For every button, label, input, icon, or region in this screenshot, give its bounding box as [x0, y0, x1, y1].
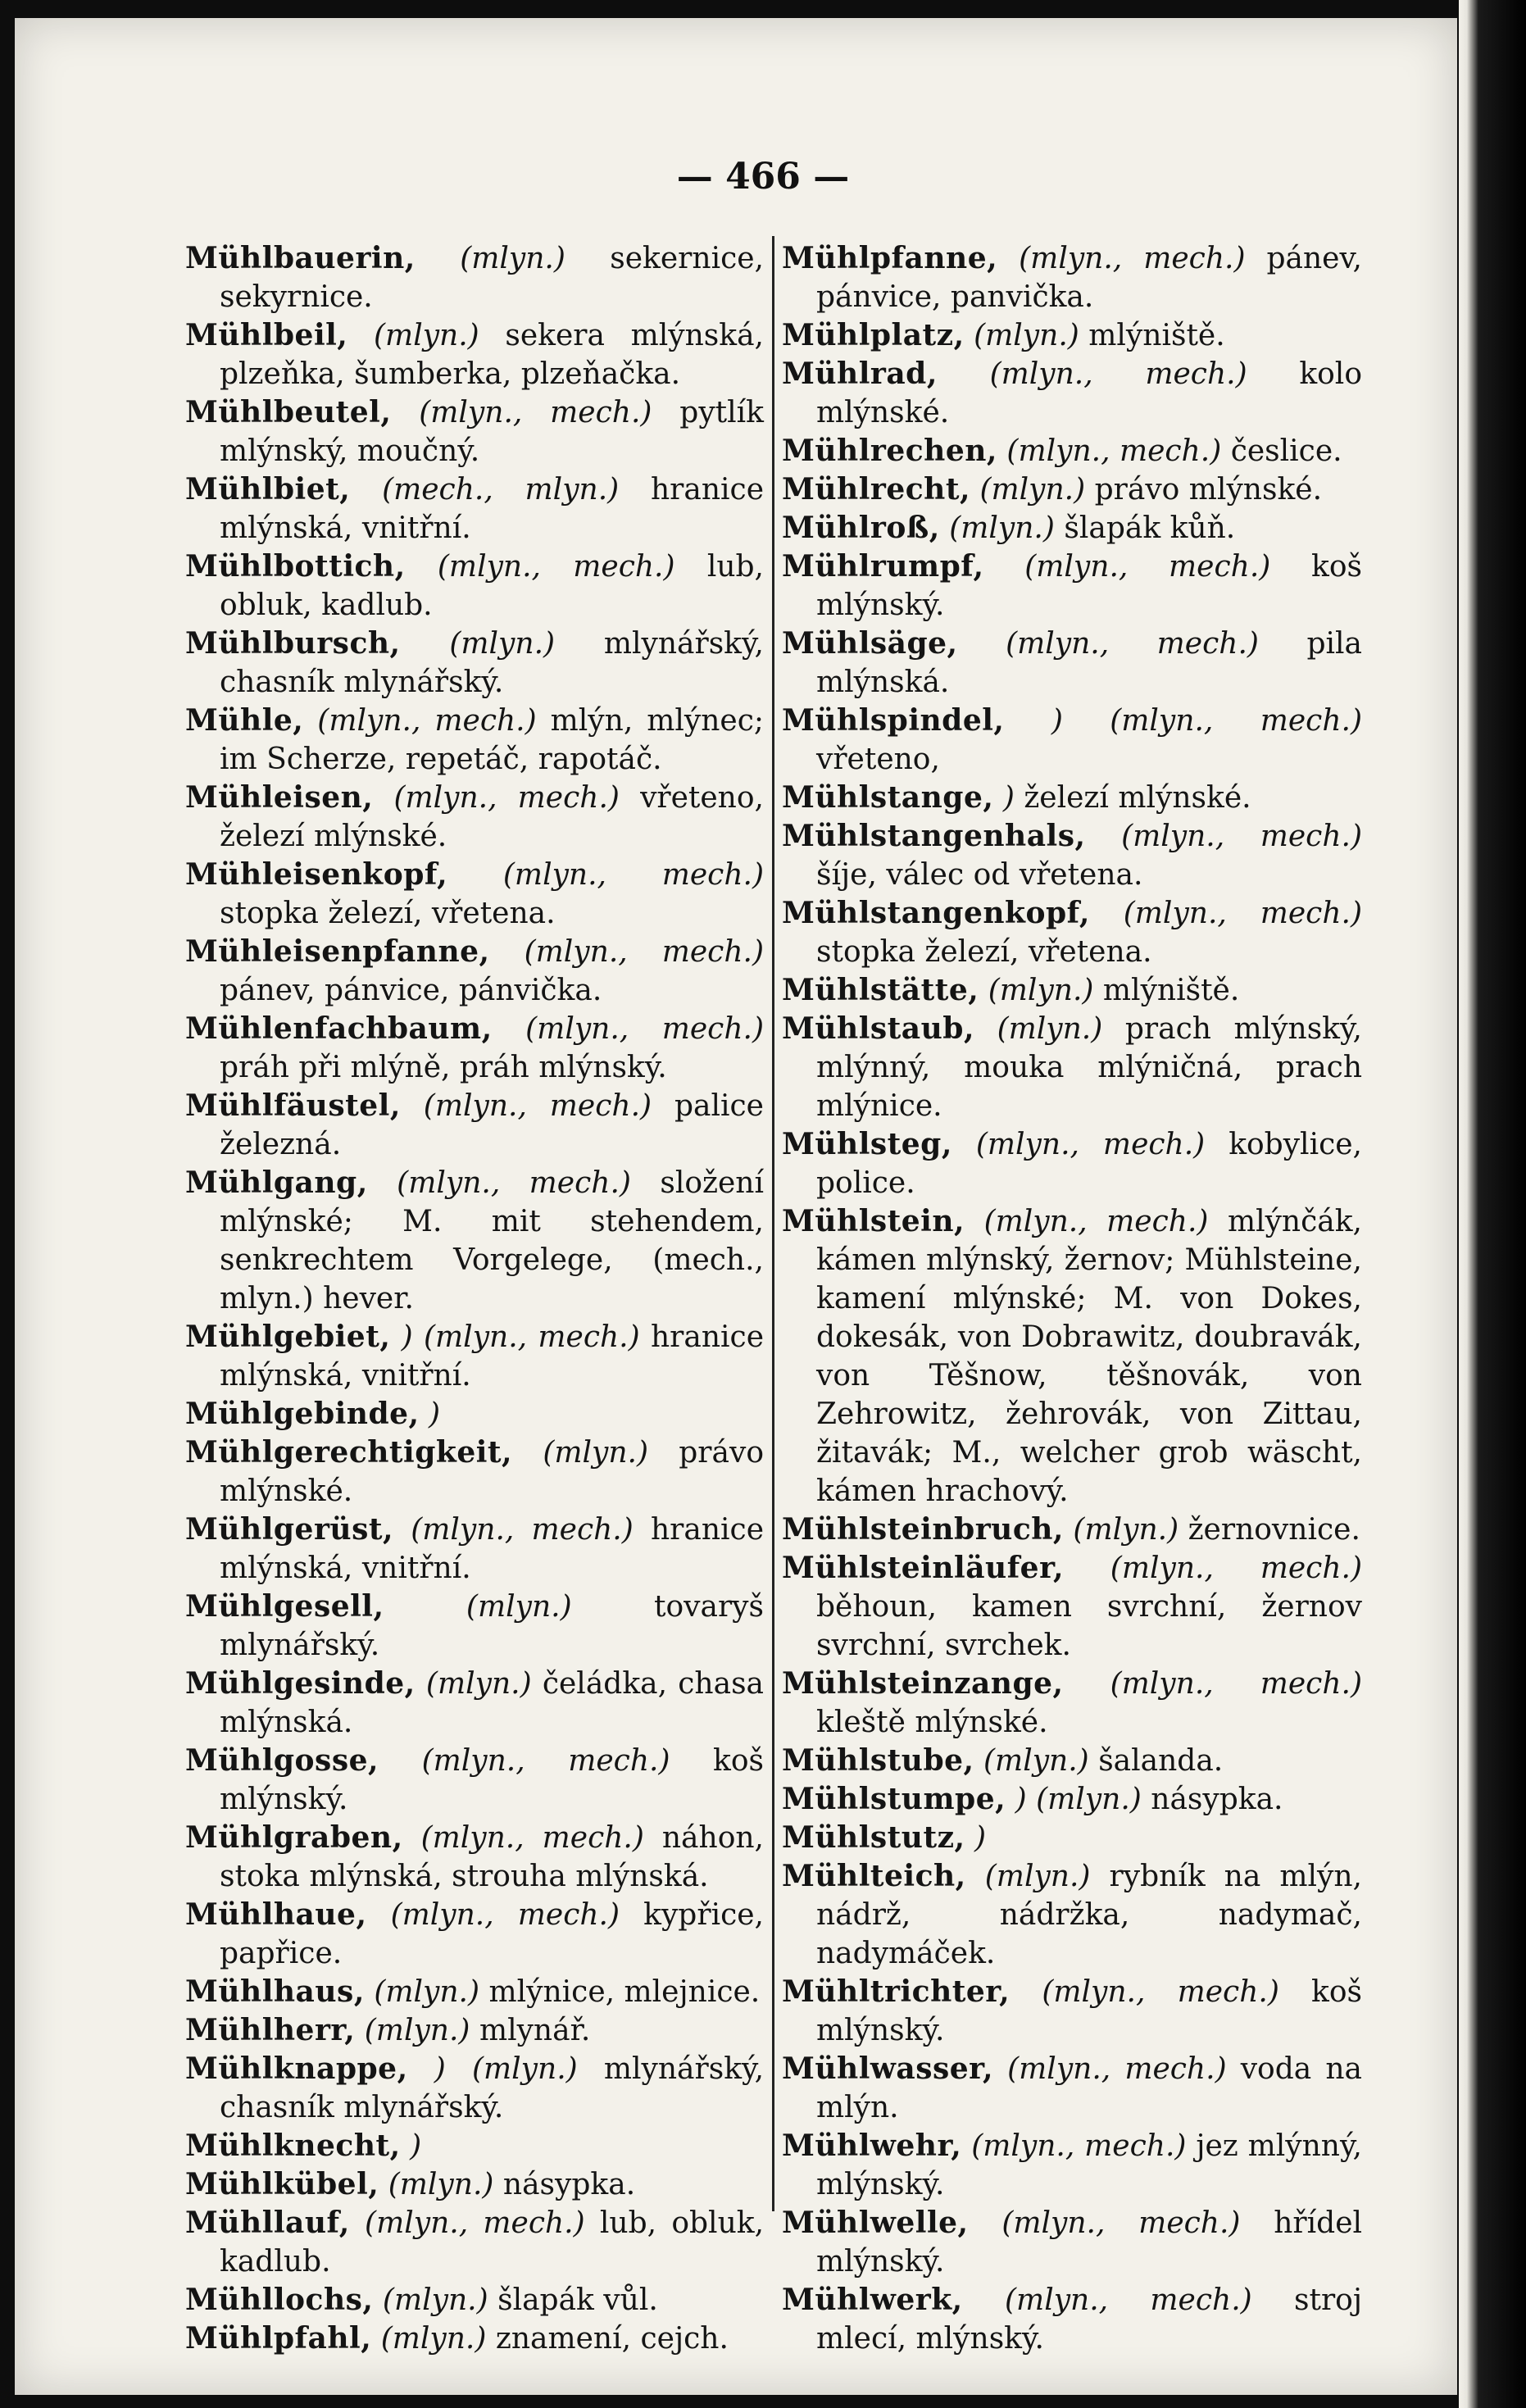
entry-domain-label: (mlyn.) [949, 511, 1055, 545]
entry-domain-label: (mlyn.) [460, 242, 565, 275]
entry-headword: Mühlwehr, [782, 2129, 962, 2163]
dictionary-entry [782, 1665, 1362, 1742]
entry-domain-label: (mlyn., mech.) [989, 357, 1247, 391]
entry-headword: Mühlgebiet, [185, 1320, 391, 1354]
entry-translation: koš mlýnský. [220, 1744, 765, 1816]
entry-domain-label: (mlyn., mech.) [525, 1012, 764, 1046]
dictionary-entry [185, 316, 764, 393]
entry-domain-label: (mlyn.) [984, 1860, 1091, 1893]
dictionary-entry [185, 393, 764, 470]
entry-domain-label: (mlyn.) [382, 2283, 488, 2317]
dictionary-entry [185, 779, 764, 856]
entry-domain-label: (mlyn.) [974, 319, 1079, 352]
dictionary-entry [782, 470, 1362, 509]
entry-translation: šíje, válec od vřetena. [816, 858, 1143, 892]
dictionary-entry [782, 316, 1362, 355]
entry-translation: hřídel mlýnský. [816, 2206, 1363, 2279]
entry-domain-label: (mlyn.) [388, 2168, 494, 2201]
entry-domain-label: (mlyn., mech.) [393, 781, 620, 815]
entry-translation: sekera mlýnská, plzeňka, šumberka, plzeňačka. [220, 319, 765, 391]
entry-headword: Mühleisenkopf, [185, 857, 448, 892]
entry-domain-label: (mlyn., mech.) [397, 1166, 631, 1200]
entry-translation: hranice mlýnská, vnitřní. [220, 473, 764, 545]
entry-translation: násypka. [502, 2168, 636, 2201]
entry-domain-label: (mlyn., mech.) [524, 935, 764, 969]
dictionary-entry [782, 239, 1362, 316]
entry-domain-label: ) [974, 1821, 987, 1855]
dictionary-entry [782, 547, 1362, 625]
entry-domain-label: ) (mlyn., mech.) [401, 1320, 640, 1354]
entry-translation: lub, obluk, kadlub. [220, 2206, 765, 2279]
dictionary-entry [185, 2165, 764, 2204]
entry-translation: mlýniště. [1088, 319, 1225, 352]
entry-domain-label: (mlyn., mech.) [1042, 1975, 1279, 2009]
dictionary-entry [782, 2127, 1362, 2204]
dictionary-entry [782, 2050, 1362, 2127]
entry-headword: Mühlsteg, [782, 1127, 952, 1161]
entry-domain-label: (mlyn.) [997, 1012, 1103, 1046]
entry-headword: Mühlbeutel, [185, 395, 392, 429]
entry-domain-label: (mlyn., mech.) [1110, 1667, 1362, 1701]
entry-translation: hranice mlýnská, vnitřní. [220, 1320, 764, 1393]
entry-headword: Mühlwerk, [782, 2283, 963, 2317]
entry-domain-label: (mlyn.) [979, 473, 1086, 507]
entry-headword: Mühlrechen, [782, 434, 997, 468]
entry-headword: Mühlsteinzange, [782, 1666, 1064, 1701]
entry-headword: Mühlbeil, [185, 318, 348, 352]
entry-headword: Mühlrumpf, [782, 549, 984, 584]
entry-translation: palice železná. [220, 1089, 764, 1161]
entry-headword: Mühltrichter, [782, 1974, 1011, 2009]
entry-headword: Mühlstube, [782, 1743, 974, 1778]
entry-domain-label: (mlyn., mech.) [1006, 627, 1259, 661]
entry-translation: mlýn, mlýnec; im Scherze, repetáč, rapotáč. [220, 704, 764, 776]
entry-headword: Mühlwelle, [782, 2206, 969, 2240]
dictionary-entry [782, 1742, 1362, 1780]
entry-headword: Mühlenfachbaum, [185, 1011, 493, 1046]
entry-translation: šalanda. [1098, 1744, 1224, 1778]
entry-translation: vřeteno, [816, 743, 940, 776]
entry-headword: Mühlstumpe, [782, 1782, 1006, 1816]
dictionary-entry [185, 1973, 764, 2011]
dictionary-entry [185, 547, 764, 625]
entry-domain-label: (mlyn.) [374, 1975, 480, 2009]
entry-headword: Mühlknappe, [185, 2051, 408, 2086]
dictionary-entry [782, 1202, 1362, 1511]
entry-translation: běhoun, kamen svrchní, žernov svrchní, svrchek. [816, 1590, 1362, 1662]
entry-translation: práh při mlýně, práh mlýnský. [220, 1051, 667, 1084]
entry-headword: Mühlstangenkopf, [782, 896, 1090, 930]
entry-domain-label: (mlyn.) [374, 319, 479, 352]
entry-headword: Mühllauf, [185, 2206, 350, 2240]
entry-translation: čeládka, chasa mlýnská. [220, 1667, 765, 1739]
dictionary-entry [782, 1973, 1362, 2050]
entry-domain-label: (mlyn., mech.) [437, 550, 675, 584]
entry-headword: Mühlgesinde, [185, 1666, 416, 1701]
entry-domain-label: (mlyn., mech.) [975, 1128, 1206, 1161]
entry-translation: šlapák kůň. [1064, 511, 1236, 545]
dictionary-entry [782, 2204, 1362, 2281]
entry-translation: stroj mlecí, mlýnský. [816, 2283, 1362, 2356]
entry-headword: Mühleisenpfanne, [185, 934, 490, 969]
dictionary-entry [185, 933, 764, 1010]
entry-translation: tovaryš mlynářský. [220, 1590, 764, 1662]
entry-translation: mlynářský, chasník mlynářský. [220, 627, 764, 699]
entry-headword: Mühlroß, [782, 511, 940, 545]
entry-domain-label: (mlyn., mech.) [1024, 550, 1271, 584]
dictionary-entry [185, 1742, 764, 1819]
dictionary-entry [185, 1896, 764, 1973]
dictionary-entry [782, 1511, 1362, 1549]
entry-headword: Mühlwasser, [782, 2051, 994, 2086]
dictionary-entry [782, 355, 1362, 432]
entry-domain-label: (mlyn., mech.) [1001, 2206, 1241, 2240]
entry-domain-label: (mlyn.) [425, 1667, 532, 1701]
dictionary-entry [185, 470, 764, 547]
entry-domain-label: (mlyn., mech.) [1110, 1552, 1362, 1585]
entry-domain-label: (mlyn., mech.) [1123, 897, 1362, 930]
entry-domain-label: (mlyn., mech.) [420, 1821, 644, 1855]
entry-headword: Mühlbauerin, [185, 241, 416, 275]
entry-translation: mlynářský, chasník mlynářský. [220, 2052, 765, 2124]
entry-domain-label: ) (mlyn.) [434, 2052, 578, 2086]
entry-domain-label: (mlyn.) [466, 1590, 572, 1624]
entry-translation: pánev, pánvice, pánvička. [220, 974, 602, 1007]
entry-translation: mlýnčák, kámen mlýnský, žernov; Mühlsteine, kamení mlýnské; M. von Dokes, dokesák, von Dobrawitz, doubravák, von Těšnow, těšnovák, von Zehrowitz, žehrovák, von Zittau, žitavák; M., welcher grob wäscht, kámen hrachový. [816, 1205, 1362, 1508]
entry-domain-label: (mlyn., mech.) [502, 858, 764, 892]
entry-domain-label: (mlyn., mech.) [983, 1205, 1209, 1238]
dictionary-entry [185, 1318, 764, 1395]
entry-translation: žernovnice. [1188, 1513, 1360, 1547]
entry-headword: Mühllochs, [185, 2283, 374, 2317]
page-number: — 466 — [676, 156, 850, 198]
entry-domain-label: (mlyn., mech.) [419, 396, 652, 429]
entry-headword: Mühlrad, [782, 357, 938, 391]
entry-headword: Mühlgang, [185, 1165, 368, 1200]
dictionary-entry [185, 2011, 764, 2050]
entry-headword: Mühlsteinläufer, [782, 1551, 1064, 1585]
entry-domain-label: (mlyn.) [364, 2014, 470, 2047]
entry-domain-label: (mlyn., mech.) [411, 1513, 634, 1547]
dictionary-entry [782, 1549, 1362, 1665]
entry-domain-label: ) (mlyn., mech.) [1051, 704, 1362, 738]
dictionary-entry [782, 702, 1362, 779]
entry-domain-label: ) [429, 1397, 441, 1431]
dictionary-entry [185, 1433, 764, 1511]
entry-translation: pánev, pánvice, panvička. [816, 242, 1362, 314]
entry-headword: Mühlstutz, [782, 1820, 965, 1855]
entry-headword: Mühlgerechtigkeit, [185, 1435, 513, 1470]
dictionary-entry [185, 1395, 764, 1433]
entry-domain-label: (mlyn., mech.) [1121, 820, 1362, 853]
entry-headword: Mühlkübel, [185, 2167, 379, 2201]
entry-translation: prach mlýnský, mlýnný, mouka mlýničná, prach mlýnice. [816, 1012, 1362, 1123]
entry-translation: vřeteno, železí mlýnské. [220, 781, 764, 853]
entry-domain-label: (mlyn., mech.) [971, 2129, 1187, 2163]
entry-translation: kobylice, police. [816, 1128, 1362, 1200]
entry-translation: složení mlýnské; M. mit stehendem, senkrechtem Vorgelege, (mech., mlyn.) hever. [220, 1166, 764, 1315]
column-divider [772, 236, 774, 2211]
entry-translation: voda na mlýn. [816, 2052, 1362, 2124]
dictionary-entry [185, 1010, 764, 1087]
entry-domain-label: (mlyn.) [449, 627, 556, 661]
dictionary-entry [782, 779, 1362, 817]
entry-translation: koš mlýnský. [816, 550, 1363, 622]
entry-headword: Mühlstange, [782, 780, 994, 815]
dictionary-entry [185, 1511, 764, 1588]
right-column [782, 239, 1362, 2358]
entry-headword: Mühlstein, [782, 1204, 965, 1238]
dictionary-entry [185, 856, 764, 933]
entry-domain-label: (mlyn.) [543, 1436, 649, 1470]
dictionary-entry [782, 509, 1362, 547]
entry-translation: právo mlýnské. [1094, 473, 1323, 507]
entry-headword: Mühlpfahl, [185, 2321, 372, 2356]
entry-translation: železí mlýnské. [1024, 781, 1251, 815]
dictionary-entry [782, 971, 1362, 1010]
entry-headword: Mühlteich, [782, 1859, 966, 1893]
entry-translation: kolo mlýnské. [816, 357, 1362, 429]
entry-headword: Mühlplatz, [782, 318, 965, 352]
dictionary-entry [185, 1819, 764, 1896]
entry-translation: násypka. [1151, 1783, 1283, 1816]
entry-translation: lub, obluk, kadlub. [220, 550, 764, 622]
dictionary-entry [185, 2050, 764, 2127]
entry-headword: Mühlgosse, [185, 1743, 379, 1778]
dictionary-entry [185, 2127, 764, 2165]
entry-translation: mlýnice, mlejnice. [488, 1975, 761, 2009]
entry-domain-label: (mlyn.) [380, 2322, 487, 2356]
entry-headword: Mühlherr, [185, 2013, 356, 2047]
entry-headword: Mühlstangenhals, [782, 819, 1086, 853]
dictionary-entry [185, 702, 764, 779]
entry-translation: jez mlýnný, mlýnský. [816, 2129, 1362, 2201]
left-column [185, 239, 764, 2358]
entry-domain-label: (mlyn., mech.) [365, 2206, 585, 2240]
entry-translation: právo mlýnské. [220, 1436, 764, 1508]
entry-translation: šlapák vůl. [497, 2283, 658, 2317]
dictionary-entry [185, 2281, 764, 2319]
entry-translation: koš mlýnský. [816, 1975, 1363, 2047]
entry-translation: kypřice, papřice. [220, 1898, 764, 1970]
entry-headword: Mühlhaus, [185, 1974, 365, 2009]
dictionary-entry [185, 1588, 764, 1665]
entry-translation: mlýniště. [1102, 974, 1240, 1007]
dictionary-entry [782, 817, 1362, 894]
dictionary-entry [782, 894, 1362, 971]
entry-headword: Mühlbursch, [185, 626, 401, 661]
entry-headword: Mühlgerüst, [185, 1512, 394, 1547]
dictionary-entry [782, 2281, 1362, 2358]
dictionary-entry [185, 1164, 764, 1318]
entry-domain-label: (mlyn., mech.) [1006, 434, 1222, 468]
entry-headword: Mühlbiet, [185, 472, 351, 507]
entry-headword: Mühleisen, [185, 780, 374, 815]
dictionary-entry [185, 1665, 764, 1742]
entry-headword: Mühlfäustel, [185, 1088, 401, 1123]
entry-domain-label: (mlyn.) [988, 974, 1094, 1007]
dictionary-entry [782, 1819, 1362, 1857]
entry-headword: Mühlsäge, [782, 626, 958, 661]
entry-translation: sekernice, sekyrnice. [220, 242, 764, 314]
dictionary-entry [185, 239, 764, 316]
entry-domain-label: ) (mlyn.) [1015, 1783, 1142, 1816]
entry-translation: rybník na mlýn, nádrž, nádržka, nadymač, nadymáček. [816, 1860, 1362, 1970]
entry-headword: Mühlsteinbruch, [782, 1512, 1064, 1547]
scan-edge [1459, 0, 1526, 2408]
entry-domain-label: ) [1002, 781, 1015, 815]
dictionary-entry [782, 1125, 1362, 1202]
entry-translation: pytlík mlýnský, moučný. [220, 396, 764, 468]
entry-translation: znamení, cejch. [495, 2322, 729, 2356]
entry-translation: stopka železí, vřetena. [816, 935, 1152, 969]
entry-headword: Mühlhaue, [185, 1897, 367, 1932]
dictionary-entry [185, 625, 764, 702]
entry-translation: náhon, stoka mlýnská, strouha mlýnská. [220, 1821, 764, 1893]
entry-translation: hranice mlýnská, vnitřní. [220, 1513, 764, 1585]
entry-headword: Mühlgraben, [185, 1820, 403, 1855]
entry-headword: Mühlgebinde, [185, 1397, 420, 1431]
entry-headword: Mühlpfanne, [782, 241, 998, 275]
dictionary-entry [782, 1857, 1362, 1973]
entry-domain-label: (mlyn., mech.) [1019, 242, 1246, 275]
dictionary-entry [782, 1780, 1362, 1819]
entry-translation: stopka železí, vřetena. [220, 897, 556, 930]
entry-domain-label: (mlyn., mech.) [1005, 2283, 1252, 2317]
entry-domain-label: (mlyn., mech.) [421, 1744, 670, 1778]
entry-domain-label: (mlyn.) [1073, 1513, 1179, 1547]
entry-headword: Mühlknecht, [185, 2129, 401, 2163]
entry-headword: Mühlrecht, [782, 472, 970, 507]
entry-translation: česlice. [1230, 434, 1342, 468]
dictionary-entry [185, 1087, 764, 1164]
entry-domain-label: (mlyn.) [983, 1744, 1089, 1778]
entry-headword: Mühlstaub, [782, 1011, 974, 1046]
entry-translation: kleště mlýnské. [816, 1706, 1048, 1739]
dictionary-entry [782, 1010, 1362, 1125]
entry-domain-label: (mlyn., mech.) [423, 1089, 652, 1123]
dictionary-entry [782, 625, 1362, 702]
entry-headword: Mühlgesell, [185, 1589, 384, 1624]
entry-domain-label: (mlyn., mech.) [317, 704, 537, 738]
entry-domain-label: (mlyn., mech.) [390, 1898, 620, 1932]
entry-domain-label: (mlyn., mech.) [1007, 2052, 1227, 2086]
entry-domain-label: (mech., mlyn.) [382, 473, 620, 507]
entry-headword: Mühlbottich, [185, 549, 406, 584]
entry-headword: Mühle, [185, 703, 304, 738]
dictionary-entry [782, 432, 1362, 470]
entry-translation: pila mlýnská. [816, 627, 1362, 699]
dictionary-entry [185, 2319, 764, 2358]
dictionary-entry [185, 2204, 764, 2281]
entry-domain-label: ) [410, 2129, 422, 2163]
entry-translation: mlynář. [479, 2014, 591, 2047]
entry-headword: Mühlspindel, [782, 703, 1005, 738]
entry-headword: Mühlstätte, [782, 973, 979, 1007]
